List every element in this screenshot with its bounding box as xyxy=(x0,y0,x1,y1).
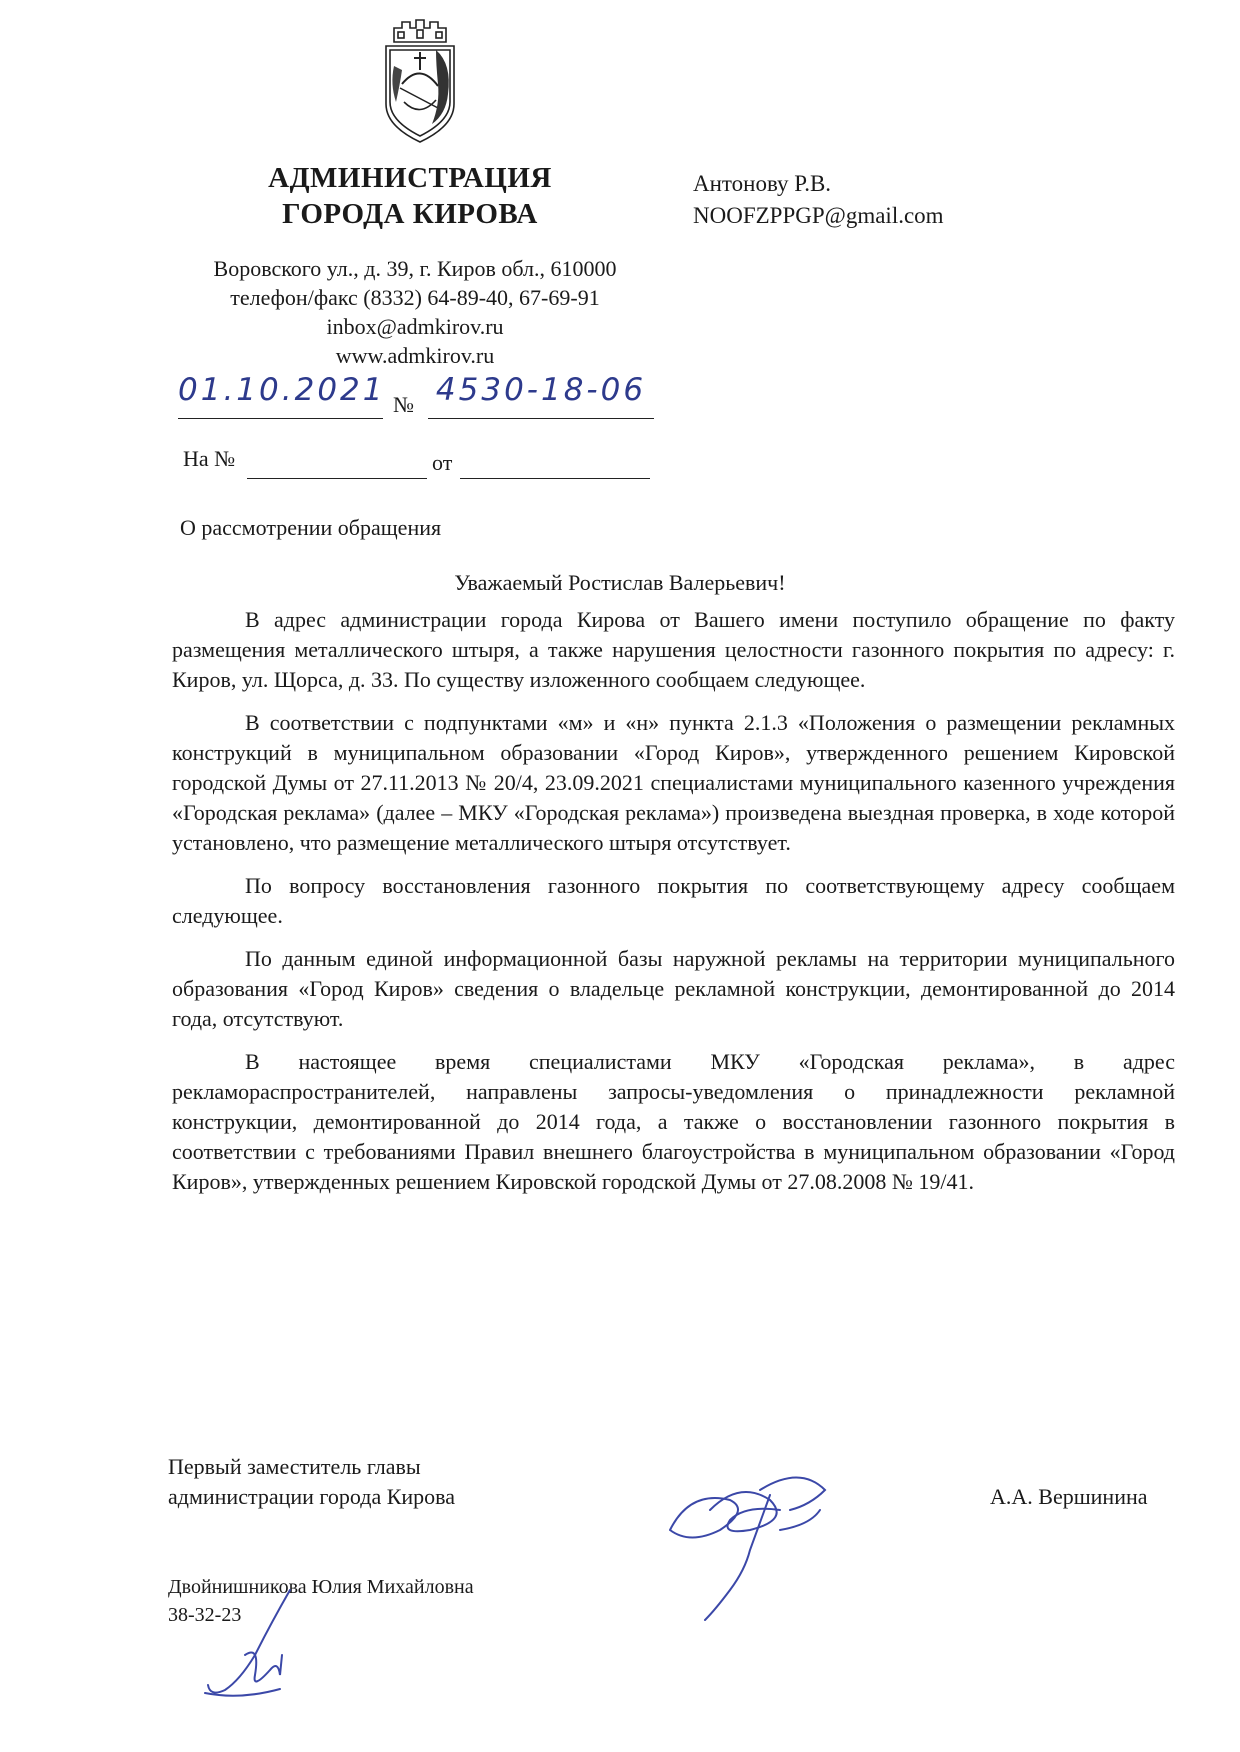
paragraph-2: В соответствии с подпунктами «м» и «н» пункта 2.1.3 «Положения о размещении рекламных конструкций в муниципальном образовании «Город Киров», утвержденного решением Кировской городской Думы от 27.11.2013 № 20/4, 23.09.2021 специалистами муниципального казенного учреждения «Городская реклама» (далее – МКУ «Городская реклама») произведена выездная проверка, в ходе которой установлено, что размещение металлического штыря отсутствует. xyxy=(172,710,1175,855)
org-name-line1: АДМИНИСТРАЦИЯ xyxy=(268,162,552,194)
signatory-title-line1: Первый заместитель главы xyxy=(168,1454,421,1479)
paragraph-5: В настоящее время специалистами МКУ «Городская реклама», в адрес рекламораспространителей, направлены запросы-уведомления о принадлежности рекламной конструкции, демонтированной до 2014 года, а также о восстановлении газонного покрытия в соответствии с требованиями Правил внешнего благоустройства в муниципальном образовании «Город Киров», утвержденных решением Кировской городской Думы от 27.08.2008 № 19/41. xyxy=(172,1049,1175,1194)
recipient-email: NOOFZPPGP@gmail.com xyxy=(693,203,944,228)
reply-to-label: На № xyxy=(183,446,236,471)
from-line xyxy=(460,448,650,479)
coat-of-arms-icon xyxy=(380,14,460,144)
signature-icon xyxy=(650,1470,850,1630)
reply-to-line xyxy=(247,448,427,479)
contact-block xyxy=(170,254,660,370)
from-label: от xyxy=(432,450,453,475)
recipient-name: Антонову Р.В. xyxy=(693,171,832,196)
website: www.admkirov.ru xyxy=(335,343,495,368)
signatory-name: А.А. Вершинина xyxy=(990,1484,1148,1509)
paragraph-3: По вопросу восстановления газонного покрытия по соответствующему адресу сообщаем следующее. xyxy=(172,873,1175,928)
reg-date: 01.10.2021 xyxy=(178,372,386,408)
paragraph-4: По данным единой информационной базы наружной рекламы на территории муниципального образования «Город Киров» сведения о владельце рекламной конструкции, демонтированной до 2014 года, отсутствуют. xyxy=(172,946,1175,1031)
subject: О рассмотрении обращения xyxy=(180,515,442,540)
paragraph-1: В адрес администрации города Кирова от Вашего имени поступило обращение по факту размещения металлического штыря, а также нарушения целостности газонного покрытия по адресу: г. Киров, ул. Щорса, д. 33. По существу изложенного сообщаем следующее. xyxy=(172,607,1175,692)
phone: телефон/факс (8332) 64-89-40, 67-69-91 xyxy=(230,285,600,310)
address: Воровского ул., д. 39, г. Киров обл., 610000 xyxy=(213,256,617,281)
greeting: Уважаемый Ростислав Валерьевич! xyxy=(454,570,786,595)
reg-number: 4530-18-06 xyxy=(435,372,647,408)
reg-number-sign: № xyxy=(393,392,414,417)
reg-date-line xyxy=(178,372,386,419)
reg-number-line xyxy=(428,372,654,419)
org-name-line2: ГОРОДА КИРОВА xyxy=(282,198,538,230)
initials-signature-icon xyxy=(200,1585,310,1705)
executor-phone: 38-32-23 xyxy=(168,1604,242,1626)
executor-name: Двойнишникова Юлия Михайловна xyxy=(168,1576,474,1598)
letter-body xyxy=(172,605,1175,1210)
email: inbox@admkirov.ru xyxy=(326,314,504,339)
signatory-title-line2: администрации города Кирова xyxy=(168,1484,456,1509)
recipient-block xyxy=(693,168,944,232)
signatory-title xyxy=(168,1452,455,1512)
